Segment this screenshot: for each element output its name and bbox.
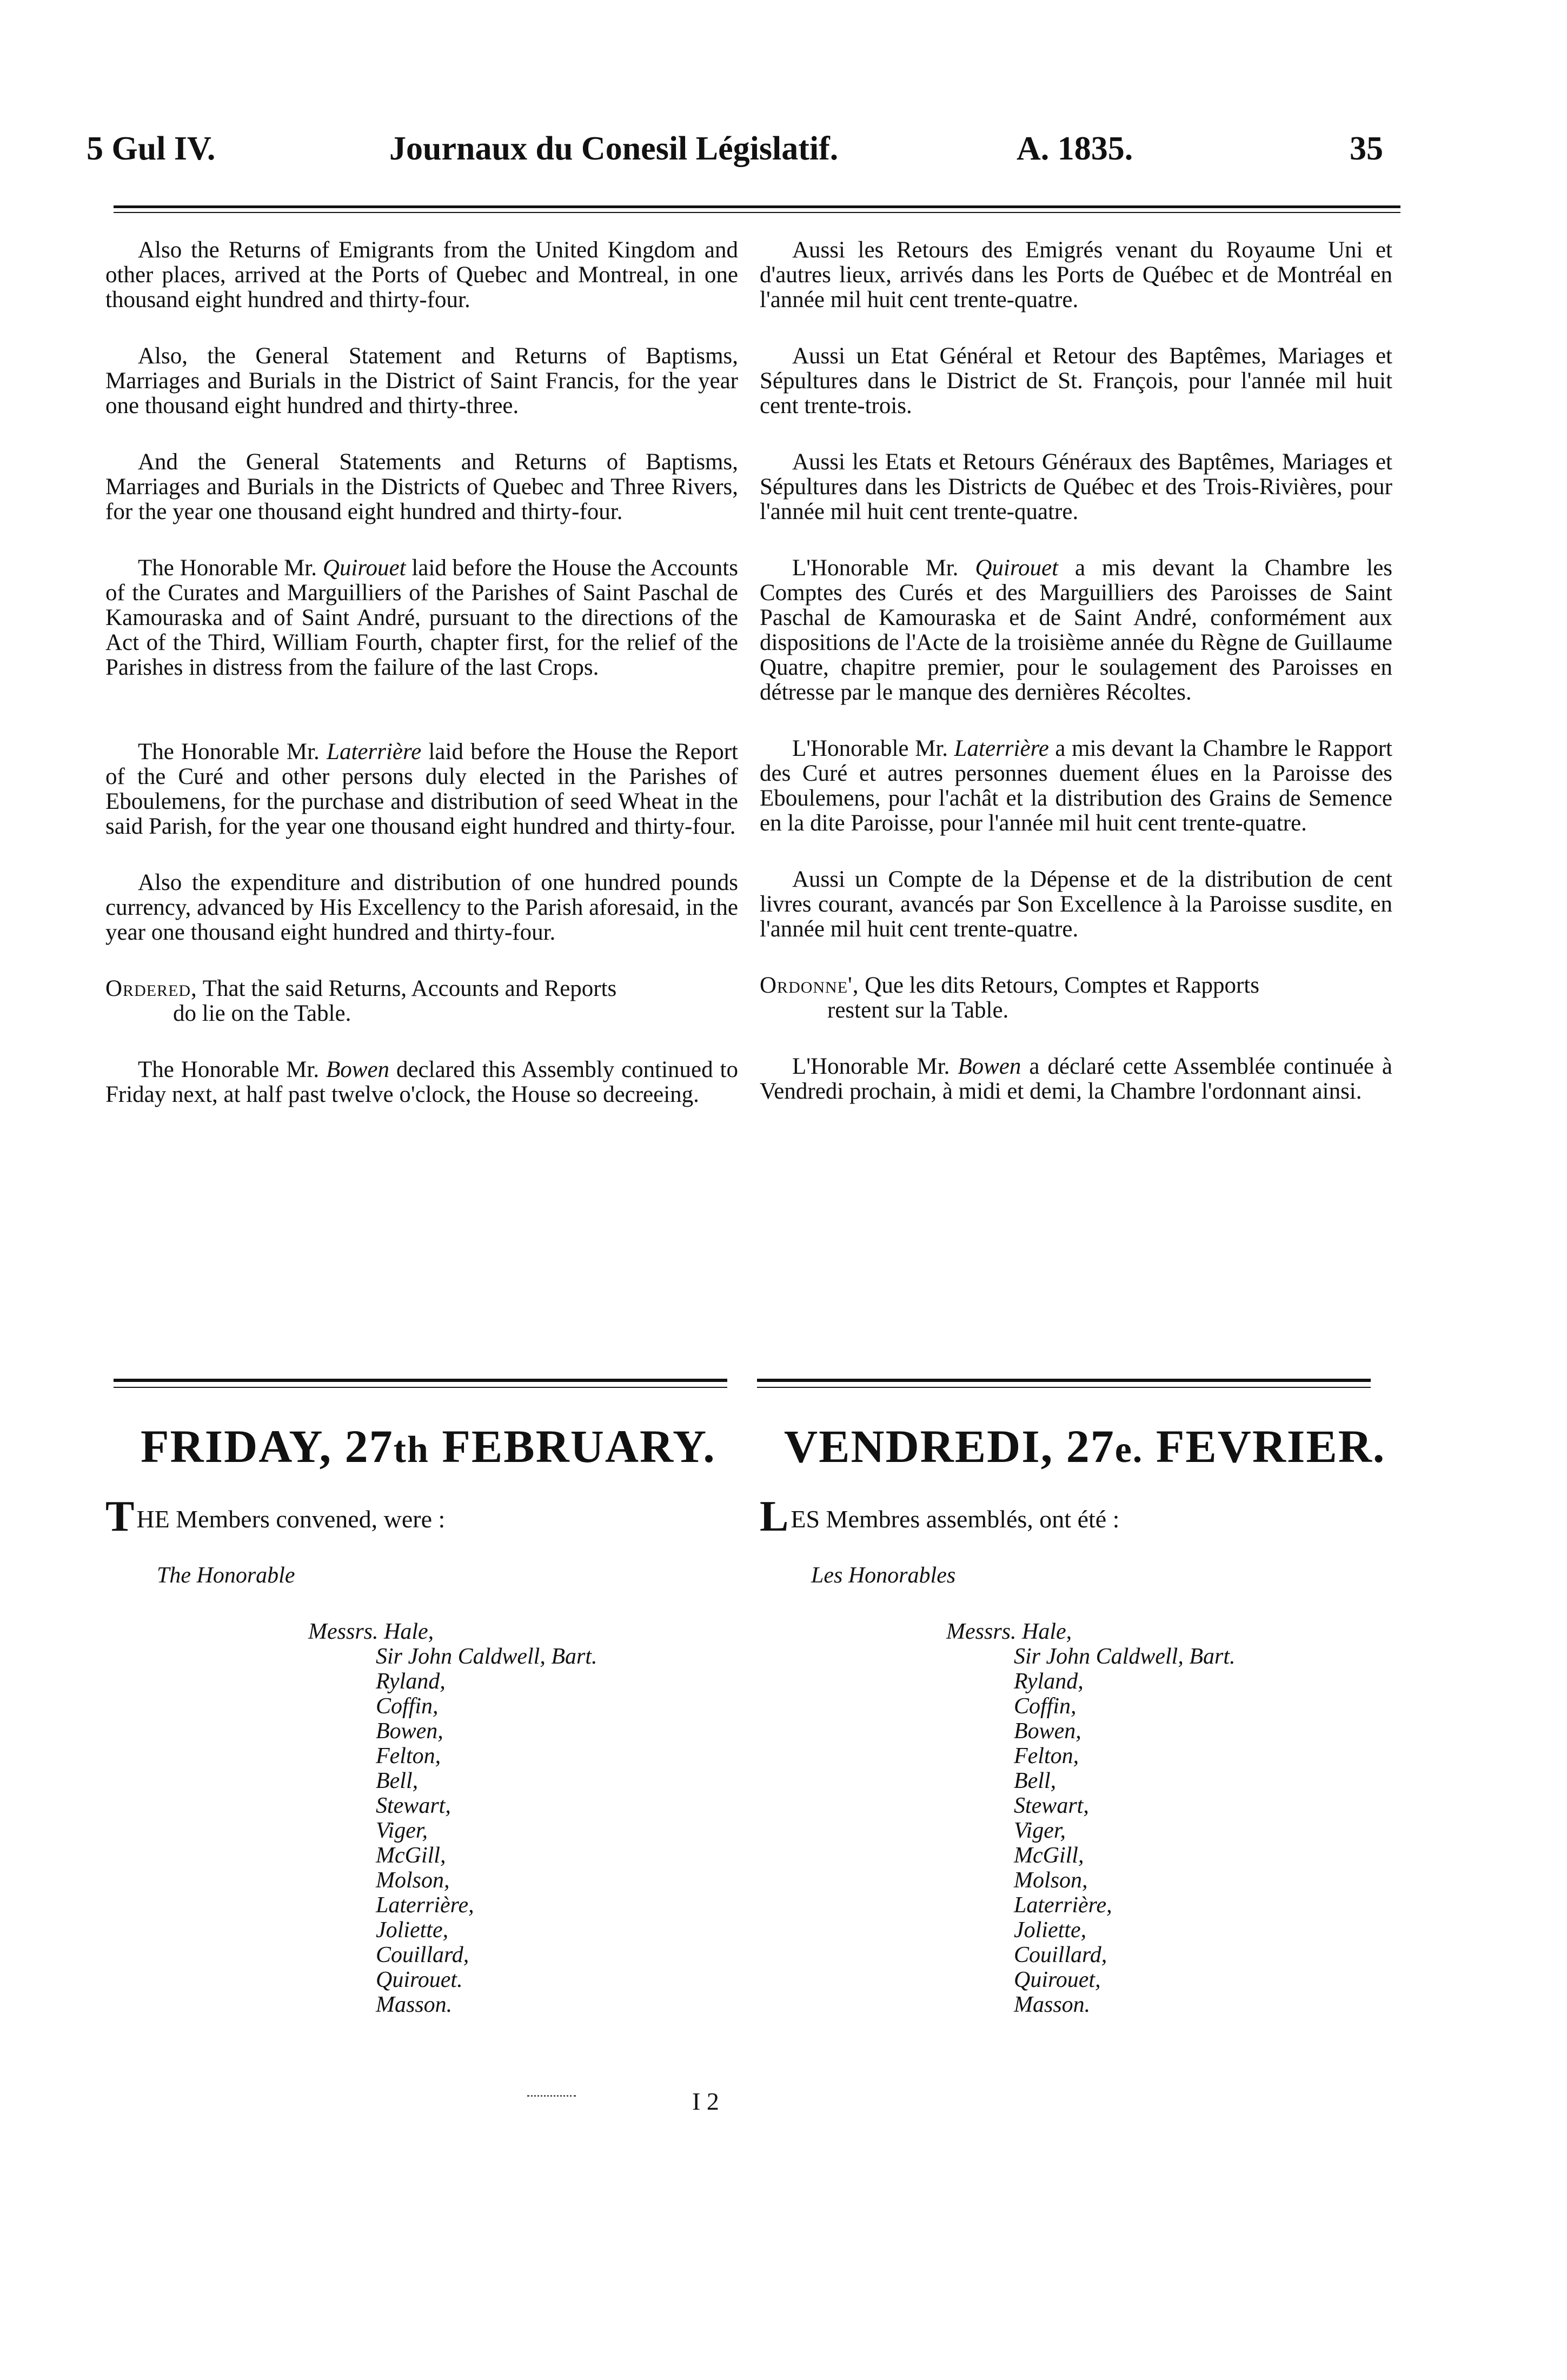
fr-p8-name: Bowen — [958, 1054, 1021, 1079]
fr-member-row — [946, 1843, 1236, 1868]
en-member-name: Stewart, — [376, 1793, 451, 1818]
regnal-year: 5 Gul IV. — [87, 130, 216, 167]
en-ordered-line1: That the said Returns, Accounts and Reports — [197, 976, 617, 1001]
fr-ordonne-line2: restent sur la Table. — [827, 998, 1009, 1023]
en-member-name: Bowen, — [376, 1719, 443, 1744]
fr-para-depense: Aussi un Compte de la Dépense et de la distribution de cent livres courant, avancés par Son Excellence à la Paroisse susdite, en l'année mil huit cent trente-quatre. — [760, 867, 1392, 942]
fr-para-saint-francois: Aussi un Etat Général et Retour des Baptêmes, Mariages et Sépultures dans le District de St. François, pour l'année mil huit cent trente-trois. — [760, 343, 1392, 418]
en-member-name: Masson. — [376, 1992, 453, 2017]
en-para-ordered — [105, 976, 738, 1001]
date-en-ordinal: th — [393, 1429, 429, 1471]
fr-para-laterriere — [760, 736, 1392, 836]
fr-p5-after: a mis devant la Chambre le Rapport des Curé et autres personnes duement élues en la Paroisse des Eboulemens, pour l'achât et la distribution des Grains de Semence en la dite Paroisse, pour l'année mil huit cent trente-quatre. — [760, 736, 1392, 836]
en-p5-after: laid before the House the Report of the Curé and other persons duly elected in the Parishes of Eboulemens, for the purchase and distribution of seed Wheat in the said Parish, for the year one thousand eight hundred and thirty-four. — [105, 739, 738, 839]
en-para-emigrants: Also the Returns of Emigrants from the United Kingdom and other places, arrived at the Ports of Quebec and Montreal, in one thousand eight hundred and thirty-four. — [105, 237, 738, 313]
en-member-row — [308, 1719, 597, 1744]
fr-p8-before: L'Honorable Mr. — [792, 1054, 958, 1079]
en-p4-before: The Honorable Mr. — [138, 555, 323, 581]
date-fr-post: FEVRIER. — [1143, 1420, 1386, 1472]
fr-member-name: McGill, — [1014, 1843, 1084, 1868]
fr-p8-after: a déclaré cette Assemblée continuée à Vendredi prochain, à midi et demi, la Chambre l'ordonnant ainsi. — [760, 1054, 1392, 1104]
members-list-en — [308, 1619, 597, 2017]
fr-member-row — [946, 1644, 1236, 1669]
en-member-row — [308, 1843, 597, 1868]
en-member-name: Felton, — [376, 1744, 441, 1769]
fr-member-row — [946, 1967, 1236, 1992]
en-member-row — [308, 1967, 597, 1992]
date-heading-en — [141, 1419, 716, 1477]
fr-member-row — [946, 1893, 1236, 1918]
fr-member-row — [946, 1669, 1236, 1694]
fr-member-name: Felton, — [1014, 1744, 1079, 1769]
en-para-quirouet — [105, 556, 738, 680]
journal-year: A. 1835. — [1017, 130, 1133, 167]
fr-member-name: Ryland, — [1014, 1669, 1084, 1694]
fr-member-name: Laterrière, — [1014, 1893, 1112, 1918]
en-member-name: Molson, — [376, 1868, 450, 1893]
en-para-quebec-three-rivers: And the General Statements and Returns of Baptisms, Marriages and Burials in the Districts of Quebec and Three Rivers, for the year one thousand eight hundred and thirty-four. — [105, 449, 738, 524]
fr-member-row — [946, 1992, 1236, 2017]
fr-member-name: Masson. — [1014, 1992, 1091, 2017]
section-rule-en-thin — [114, 1387, 727, 1388]
page-number: 35 — [1350, 130, 1383, 167]
en-member-row — [308, 1868, 597, 1893]
fr-p5-name: Laterrière — [954, 736, 1049, 761]
en-para-expenditure: Also the expenditure and distribution of one hundred pounds currency, advanced by His Excellency to the Parish aforesaid, in the year one thousand eight hundred and thirty-four. — [105, 870, 738, 945]
en-ordered-line2: do lie on the Table. — [173, 1001, 351, 1026]
fr-member-row — [946, 1818, 1236, 1843]
en-member-row — [308, 1669, 597, 1694]
fr-ordonne-line1: Que les dits Retours, Comptes et Rapports — [859, 973, 1260, 998]
fr-member-name: Molson, — [1014, 1868, 1088, 1893]
fr-ordonne-lead: Ordonne', — [760, 973, 859, 998]
header-rule-thin — [114, 212, 1400, 213]
section-rule-fr-thin — [757, 1387, 1371, 1388]
fr-para-emigres: Aussi les Retours des Emigrés venant du Royaume Uni et d'autres lieux, arrivés dans les Ports de Québec et de Montréal en l'année mil huit cent trente-quatre. — [760, 237, 1392, 313]
honorable-label-en: The Honorable — [157, 1563, 295, 1588]
en-member-name: Bell, — [376, 1769, 419, 1793]
date-fr-ordinal: e. — [1114, 1429, 1144, 1471]
dropcap-en: T — [105, 1493, 135, 1540]
fr-p4-after: a mis devant la Chambre les Comptes des Curés et des Marguilliers des Paroisses de Saint Paschal de Kamouraska et de Saint André, conformément aux dispositions de l'Acte de la troisième année du Règne de Guillaume Quatre, chapitre premier, pour le soulagement des Paroisses en détresse par le manque des dernières Récoltes. — [760, 555, 1393, 705]
fr-para-bowen — [760, 1054, 1392, 1104]
fr-p4-before: L'Honorable Mr. — [792, 555, 975, 581]
en-member-row — [308, 1619, 597, 1644]
fr-member-row — [946, 1918, 1236, 1943]
en-p4-name: Quirouet — [322, 555, 406, 581]
fr-member-row — [946, 1793, 1236, 1818]
fr-member-name: Hale, — [1022, 1619, 1072, 1644]
en-p8-before: The Honorable Mr. — [138, 1057, 327, 1082]
en-member-row — [308, 1793, 597, 1818]
dropcap-fr: L — [760, 1493, 789, 1540]
en-member-name: Coffin, — [376, 1694, 439, 1719]
en-member-name: McGill, — [376, 1843, 446, 1868]
fr-member-row — [946, 1769, 1236, 1793]
fr-para-quebec-trois-rivieres: Aussi les Etats et Retours Généraux des Baptêmes, Mariages et Sépultures dans les Districts de Québec et des Trois-Rivières, pour l'année mil huit cent trente-quatre. — [760, 449, 1392, 524]
en-ordered-lead: Ordered, — [105, 976, 197, 1001]
en-member-row — [308, 1893, 597, 1918]
fr-member-name: Bell, — [1014, 1769, 1057, 1793]
fr-member-row — [946, 1694, 1236, 1719]
ink-mark — [527, 2095, 576, 2100]
fr-member-name: Bowen, — [1014, 1719, 1081, 1744]
fr-member-name: Couillard, — [1014, 1943, 1107, 1967]
en-member-row — [308, 1694, 597, 1719]
en-para-saint-francis: Also, the General Statement and Returns of Baptisms, Marriages and Burials in the District of Saint Francis, for the year one thousand eight hundred and thirty-three. — [105, 343, 738, 418]
fr-member-name: Stewart, — [1014, 1793, 1089, 1818]
fr-member-name: Joliette, — [1014, 1918, 1087, 1943]
header-rule — [114, 205, 1400, 208]
en-member-row — [308, 1943, 597, 1967]
fr-para-quirouet — [760, 556, 1392, 705]
fr-member-row — [946, 1744, 1236, 1769]
fr-messrs-prefix: Messrs. — [946, 1619, 1017, 1644]
date-fr-pre: VENDREDI, 27 — [784, 1420, 1115, 1472]
en-p4-after: laid before the House the Accounts of the Curates and Marguilliers of the Parishes of Saint Paschal de Kamouraska and of Saint André, pursuant to the directions of the Act of the Third, William Fourth, chapter first, for the relief of the Parishes in distress from the failure of the last Crops. — [105, 555, 738, 680]
en-member-name: Viger, — [376, 1818, 428, 1843]
journal-title: Journaux du Conesil Législatif. — [389, 130, 839, 167]
date-heading-fr — [784, 1419, 1385, 1477]
fr-para-ordonne — [760, 973, 1392, 998]
signature-mark: I 2 — [692, 2088, 719, 2115]
en-member-name: Quirouet. — [376, 1967, 463, 1992]
en-p5-before: The Honorable Mr. — [138, 739, 327, 764]
members-lead-en-text: HE Members convened, were : — [136, 1505, 446, 1533]
en-member-name: Hale, — [384, 1619, 434, 1644]
date-en-pre: FRIDAY, 27 — [141, 1420, 394, 1472]
section-rule-fr — [757, 1379, 1371, 1382]
members-lead-en — [105, 1493, 446, 1540]
fr-member-name: Coffin, — [1014, 1694, 1077, 1719]
en-member-name: Laterrière, — [376, 1893, 474, 1918]
french-column — [760, 238, 1392, 1104]
en-member-row — [308, 1644, 597, 1669]
en-messrs-prefix: Messrs. — [308, 1619, 379, 1644]
english-column — [105, 238, 738, 1107]
en-member-row — [308, 1744, 597, 1769]
honorable-label-fr: Les Honorables — [811, 1563, 956, 1588]
en-member-row — [308, 1818, 597, 1843]
fr-member-row — [946, 1943, 1236, 1967]
en-member-row — [308, 1918, 597, 1943]
en-member-row — [308, 1769, 597, 1793]
members-list-fr — [946, 1619, 1236, 2017]
fr-member-name: Viger, — [1014, 1818, 1066, 1843]
fr-p5-before: L'Honorable Mr. — [792, 736, 954, 761]
fr-member-name: Sir John Caldwell, Bart. — [1014, 1644, 1236, 1669]
fr-member-row — [946, 1619, 1236, 1644]
en-member-name: Sir John Caldwell, Bart. — [376, 1644, 597, 1669]
members-lead-fr — [760, 1493, 1120, 1540]
en-member-name: Couillard, — [376, 1943, 469, 1967]
en-member-name: Joliette, — [376, 1918, 449, 1943]
fr-member-row — [946, 1868, 1236, 1893]
en-p5-name: Laterrière — [327, 739, 422, 764]
fr-member-name: Quirouet, — [1014, 1967, 1101, 1992]
members-lead-fr-text: ES Membres assemblés, ont été : — [791, 1505, 1120, 1533]
fr-member-row — [946, 1719, 1236, 1744]
en-member-name: Ryland, — [376, 1669, 446, 1694]
en-para-laterriere — [105, 740, 738, 839]
fr-p4-name: Quirouet — [975, 555, 1059, 581]
section-rule-en — [114, 1379, 727, 1382]
en-para-bowen — [105, 1058, 738, 1107]
en-p8-after: declared this Assembly continued to Friday next, at half past twelve o'clock, the House so decreeing. — [105, 1057, 738, 1107]
en-member-row — [308, 1992, 597, 2017]
date-en-post: FEBRUARY. — [429, 1420, 716, 1472]
en-p8-name: Bowen — [326, 1057, 390, 1082]
